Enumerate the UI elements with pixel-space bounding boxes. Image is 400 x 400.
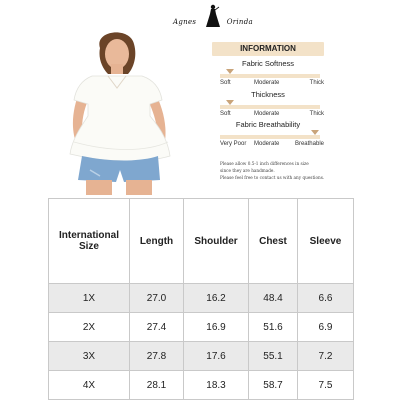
header-chest: Chest [249, 199, 298, 284]
scale-label-high: Breathable [294, 141, 324, 147]
brand-name-right: Orinda [226, 18, 253, 26]
size-note [220, 160, 330, 181]
scale-track-thickness [220, 105, 320, 109]
scale-label-mid: Moderate [254, 80, 280, 86]
cell-length: 27.0 [130, 284, 184, 313]
cell-sleeve: 6.6 [298, 284, 354, 313]
table-row [49, 371, 354, 400]
note-line: Please allow 0.5-1 inch differences in size [220, 161, 309, 166]
table-row [49, 313, 354, 342]
cell-length: 28.1 [130, 371, 184, 400]
cell-shoulder: 17.6 [184, 342, 249, 371]
cell-shoulder: 16.9 [184, 313, 249, 342]
metric-title-softness: Fabric Softness [241, 59, 295, 68]
header-length: Length [130, 199, 184, 284]
header-shoulder: Shoulder [184, 199, 249, 284]
product-header-area [0, 0, 400, 196]
size-chart-table [48, 198, 354, 400]
cell-chest: 55.1 [249, 342, 298, 371]
metric-title-thickness: Thickness [251, 90, 285, 99]
scale-label-high: Thick [309, 80, 324, 86]
info-heading: INFORMATION [212, 42, 324, 56]
scale-label-low: Very Poor [220, 141, 247, 147]
scale-label-mid: Moderate [254, 111, 280, 117]
cell-chest: 48.4 [249, 284, 298, 313]
header-international-size: International Size [49, 199, 130, 284]
cell-size: 4X [49, 371, 130, 400]
table-row [49, 284, 354, 313]
scale-label-low: Soft [220, 80, 231, 86]
cell-shoulder: 18.3 [184, 371, 249, 400]
model-photo [50, 30, 190, 195]
note-line: since they are handmade. [220, 168, 275, 173]
scale-track-breathability [220, 135, 320, 139]
table-header-row [49, 199, 354, 284]
brand-logo [173, 4, 253, 38]
note-line: Please feel free to contact us with any questions. [220, 175, 325, 180]
scale-label-low: Soft [220, 111, 231, 117]
cell-length: 27.8 [130, 342, 184, 371]
scale-labels-breathability [220, 141, 324, 150]
scale-labels-thickness [220, 111, 324, 120]
dress-silhouette-icon [203, 4, 223, 28]
cell-sleeve: 7.5 [298, 371, 354, 400]
scale-label-high: Thick [309, 111, 324, 117]
header-sleeve: Sleeve [298, 199, 354, 284]
cell-shoulder: 16.2 [184, 284, 249, 313]
brand-name-left: Agnes [173, 18, 197, 26]
scale-label-mid: Moderate [254, 141, 280, 147]
cell-sleeve: 7.2 [298, 342, 354, 371]
table-row [49, 342, 354, 371]
scale-track-softness [220, 74, 320, 78]
cell-chest: 51.6 [249, 313, 298, 342]
cell-size: 3X [49, 342, 130, 371]
cell-size: 1X [49, 284, 130, 313]
scale-labels-softness [220, 80, 324, 89]
metric-title-breathability: Fabric Breathability [235, 120, 301, 129]
cell-chest: 58.7 [249, 371, 298, 400]
cell-length: 27.4 [130, 313, 184, 342]
cell-size: 2X [49, 313, 130, 342]
cell-sleeve: 6.9 [298, 313, 354, 342]
